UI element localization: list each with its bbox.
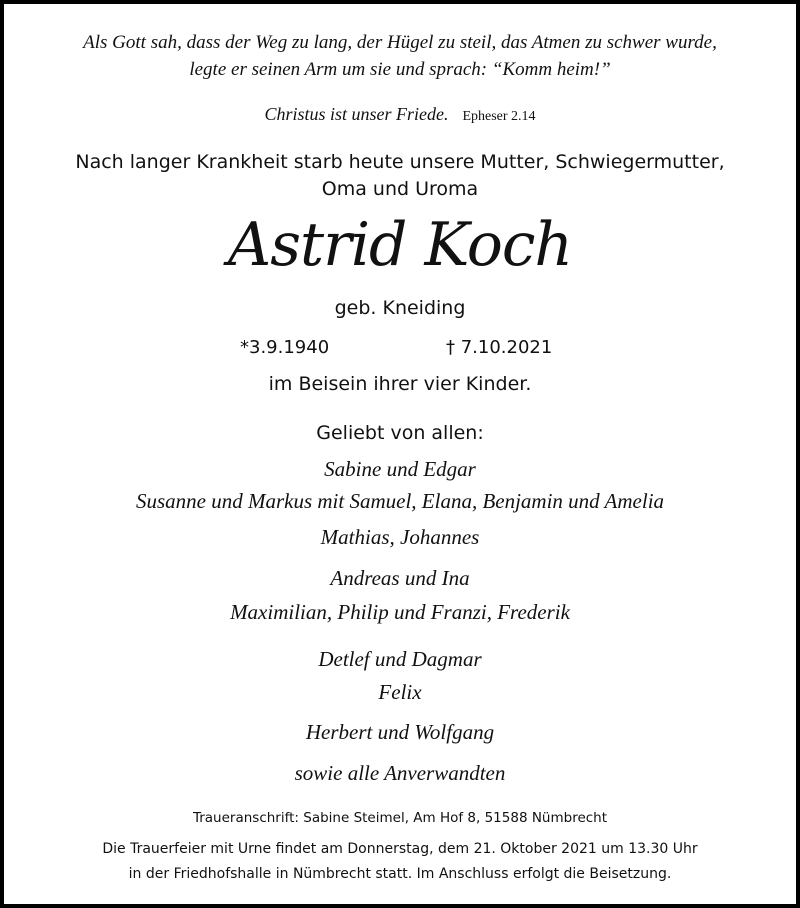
mourner-line: Maximilian, Philip und Franzi, Frederik	[230, 600, 570, 624]
mourners-heading: Geliebt von allen:	[316, 422, 484, 444]
mourner-line: Detlef und Dagmar	[318, 647, 482, 671]
funeral-service-line-2: in der Friedhofshalle in Nümbrecht statt. Im Anschluss erfolgt die Beisetzung.	[128, 866, 672, 882]
presence-note: im Beisein ihrer vier Kinder.	[268, 373, 532, 395]
mourning-address: Traueranschrift: Sabine Steimel, Am Hof 8, 51588 Nümbrecht	[192, 810, 608, 826]
death-date: † 7.10.2021	[446, 337, 553, 358]
intro-line-1: Nach langer Krankheit starb heute unsere Mutter, Schwiegermutter,	[75, 151, 725, 173]
poem-line-1: Als Gott sah, dass der Weg zu lang, der Hügel zu steil, das Atmen zu schwer wurde,	[83, 32, 717, 53]
deceased-name: Astrid Koch	[227, 210, 573, 280]
bible-verse-reference: Epheser 2.14	[462, 109, 536, 124]
mourner-line: sowie alle Anverwandten	[294, 761, 506, 785]
mourner-line: Mathias, Johannes	[320, 525, 480, 549]
intro-line-2: Oma und Uroma	[321, 178, 479, 200]
birth-date: *3.9.1940	[240, 337, 330, 358]
mourner-line: Andreas und Ina	[330, 566, 470, 590]
funeral-service-line-1: Die Trauerfeier mit Urne findet am Donnerstag, dem 21. Oktober 2021 um 13.30 Uhr	[102, 841, 698, 857]
mourner-line: Sabine und Edgar	[324, 457, 476, 481]
maiden-name: geb. Kneiding	[334, 297, 466, 319]
mourner-line: Felix	[378, 680, 422, 704]
poem-line-2: legte er seinen Arm um sie und sprach: “Komm heim!”	[189, 59, 611, 80]
bible-verse-text: Christus ist unser Friede.	[264, 104, 449, 124]
mourner-line: Herbert und Wolfgang	[305, 720, 495, 744]
mourner-line: Susanne und Markus mit Samuel, Elana, Benjamin und Amelia	[135, 489, 665, 513]
bible-verse	[4, 104, 796, 125]
